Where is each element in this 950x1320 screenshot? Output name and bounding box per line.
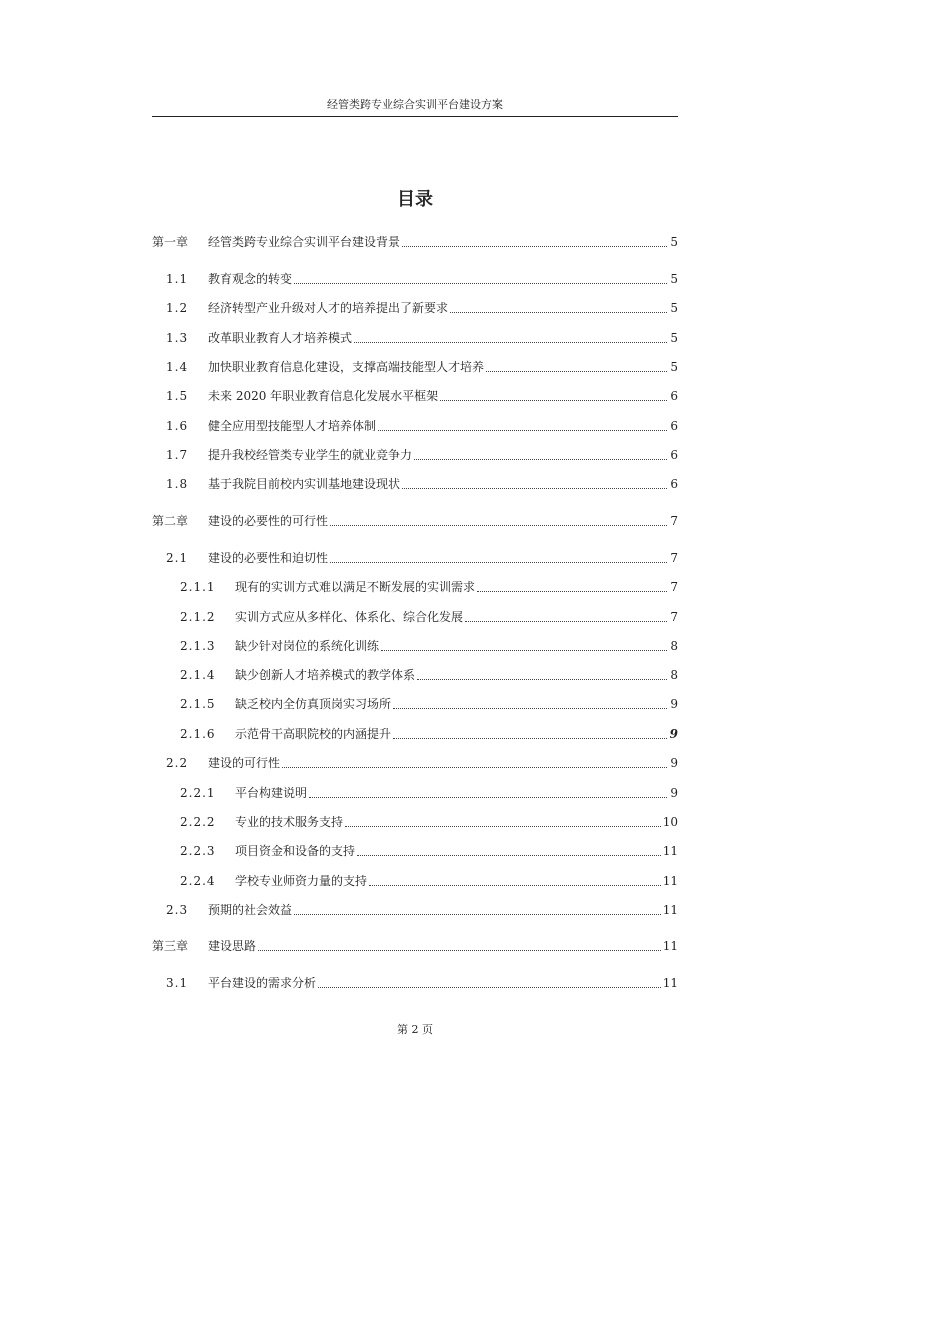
toc-section-entry[interactable]: [166, 548, 678, 568]
toc-chapter-entry[interactable]: [152, 232, 678, 252]
toc-entry-number: 2.2.3: [180, 844, 216, 858]
page-number: 第 2 页: [397, 1023, 433, 1036]
toc-dot-leader: [345, 825, 661, 827]
toc-entry-page: 11: [662, 976, 678, 990]
toc-entry-number: 1.6: [166, 419, 189, 433]
toc-entry-title: 平台建设的需求分析: [208, 976, 317, 990]
toc-entry-title: 预期的社会效益: [208, 903, 293, 917]
toc-section-entry[interactable]: [166, 445, 678, 465]
toc-entry-title: 专业的技术服务支持: [235, 815, 344, 829]
toc-dot-leader: [282, 766, 667, 768]
toc-dot-leader: [477, 590, 667, 592]
toc-entry-number: 2.1.3: [180, 639, 216, 653]
toc-section-entry[interactable]: [166, 753, 678, 773]
toc-dot-leader: [309, 796, 667, 798]
toc-dot-leader: [393, 707, 667, 709]
toc-entry-number: 1.1: [166, 272, 189, 286]
toc-dot-leader: [402, 245, 667, 247]
toc-entry-page: 5: [670, 235, 678, 249]
toc-entry-page: 9: [669, 727, 678, 741]
toc-section-entry[interactable]: [180, 577, 678, 597]
toc-entry-number: 2.2: [166, 756, 189, 770]
toc-section-entry[interactable]: [180, 694, 678, 714]
toc-dot-leader: [450, 311, 667, 313]
toc-entry-number: 2.1.4: [180, 668, 216, 682]
toc-dot-leader: [378, 429, 667, 431]
toc-section-entry[interactable]: [180, 665, 678, 685]
toc-entry-title: 学校专业师资力量的支持: [235, 874, 368, 888]
toc-chapter-entry[interactable]: [152, 511, 678, 531]
running-header: 经管类跨专业综合实训平台建设方案: [152, 96, 678, 117]
toc-entry-page: 9: [670, 786, 678, 800]
toc-dot-leader: [369, 884, 661, 886]
toc-entry-title: 缺少创新人才培养模式的教学体系: [235, 668, 416, 682]
toc-entry-title: 基于我院目前校内实训基地建设现状: [208, 477, 401, 491]
toc-entry-number: 1.2: [166, 301, 189, 315]
toc-dot-leader: [294, 282, 667, 284]
toc-entry-title: 教育观念的转变: [208, 272, 293, 286]
toc-entry-title: 健全应用型技能型人才培养体制: [208, 419, 377, 433]
toc-entry-number: 1.5: [166, 389, 189, 403]
toc-entry-title: 经管类跨专业综合实训平台建设背景: [208, 235, 401, 249]
toc-dot-leader: [393, 737, 667, 739]
toc-title: 目录: [397, 189, 433, 210]
toc-entry-title: 建设的必要性和迫切性: [208, 551, 329, 565]
toc-entry-title: 缺乏校内全仿真顶岗实习场所: [235, 697, 392, 711]
toc-entry-title: 项目资金和设备的支持: [235, 844, 356, 858]
toc-dot-leader: [330, 561, 667, 563]
toc-entry-page: 11: [662, 903, 678, 917]
toc-entry-title: 建设的可行性: [208, 756, 281, 770]
toc-entry-page: 7: [670, 580, 678, 594]
toc-entry-title: 加快职业教育信息化建设，支撑高端技能型人才培养: [208, 360, 485, 374]
toc-section-entry[interactable]: [166, 298, 678, 318]
toc-section-entry[interactable]: [166, 474, 678, 494]
toc-dot-leader: [258, 949, 661, 951]
toc-section-entry[interactable]: [166, 357, 678, 377]
toc-entry-page: 7: [670, 610, 678, 624]
toc-dot-leader: [354, 341, 667, 343]
toc-dot-leader: [465, 620, 667, 622]
toc-section-entry[interactable]: [180, 812, 678, 832]
toc-section-entry[interactable]: [180, 607, 678, 627]
toc-section-entry[interactable]: [166, 386, 678, 406]
toc-entry-number: 2.1.2: [180, 610, 216, 624]
toc-entry-page: 11: [662, 874, 678, 888]
toc-dot-leader: [357, 854, 661, 856]
toc-entry-title: 经济转型产业升级对人才的培养提出了新要求: [208, 301, 449, 315]
toc-entry-title: 未来 2020 年职业教育信息化发展水平框架: [208, 389, 439, 403]
toc-entry-page: 5: [670, 301, 678, 315]
toc-section-entry[interactable]: [180, 783, 678, 803]
toc-dot-leader: [318, 986, 661, 988]
toc-entry-number: 1.4: [166, 360, 189, 374]
toc-entry-number: 1.7: [166, 448, 189, 462]
toc-section-entry[interactable]: [166, 900, 678, 920]
toc-entry-page: 7: [670, 551, 678, 565]
toc-entry-page: 6: [670, 389, 678, 403]
toc-section-entry[interactable]: [166, 328, 678, 348]
toc-entry-title: 实训方式应从多样化、体系化、综合化发展: [235, 610, 464, 624]
toc-entry-title: 建设的必要性的可行性: [208, 514, 329, 528]
toc-entry-number: 第二章: [152, 514, 189, 528]
toc-entry-page: 8: [670, 668, 678, 682]
toc-entry-page: 5: [670, 272, 678, 286]
toc-dot-leader: [294, 913, 661, 915]
toc-entry-title: 平台构建说明: [235, 786, 308, 800]
toc-entry-page: 8: [670, 639, 678, 653]
toc-dot-leader: [402, 487, 667, 489]
toc-entry-page: 6: [670, 448, 678, 462]
toc-entry-page: 6: [670, 419, 678, 433]
toc-entry-number: 1.8: [166, 477, 189, 491]
toc-entry-number: 第三章: [152, 939, 189, 953]
toc-dot-leader: [417, 678, 667, 680]
toc-entry-number: 2.1.5: [180, 697, 216, 711]
toc-section-entry[interactable]: [180, 871, 678, 891]
toc-entry-page: 5: [670, 360, 678, 374]
toc-entry-number: 第一章: [152, 235, 189, 249]
toc-entry-number: 2.1: [166, 551, 189, 565]
toc-entry-page: 6: [670, 477, 678, 491]
toc-dot-leader: [414, 458, 667, 460]
toc-entry-title: 建设思路: [208, 939, 257, 953]
toc-entry-number: 1.3: [166, 331, 189, 345]
toc-entry-title: 提升我校经管类专业学生的就业竞争力: [208, 448, 413, 462]
toc-entry-number: 2.1.6: [180, 727, 216, 741]
toc-entry-title: 改革职业教育人才培养模式: [208, 331, 353, 345]
toc-entry-number: 2.3: [166, 903, 189, 917]
toc-entry-title: 缺少针对岗位的系统化训练: [235, 639, 380, 653]
toc-section-entry[interactable]: [180, 636, 678, 656]
toc-entry-number: 2.2.2: [180, 815, 216, 829]
toc-dot-leader: [486, 370, 667, 372]
toc-entry-number: 2.1.1: [180, 580, 216, 594]
toc-entry-page: 11: [662, 939, 678, 953]
toc-entry-number: 2.2.4: [180, 874, 216, 888]
toc-entry-page: 5: [670, 331, 678, 345]
toc-entry-page: 11: [662, 844, 678, 858]
toc-entry-page: 10: [662, 815, 678, 829]
toc-section-entry[interactable]: [166, 973, 678, 993]
toc-dot-leader: [440, 399, 667, 401]
toc-dot-leader: [381, 649, 667, 651]
toc-entry-page: 9: [670, 756, 678, 770]
toc-entry-page: 7: [670, 514, 678, 528]
toc-section-entry[interactable]: [180, 724, 678, 744]
toc-entry-number: 2.2.1: [180, 786, 216, 800]
toc-section-entry[interactable]: [166, 416, 678, 436]
toc-section-entry[interactable]: [166, 269, 678, 289]
toc-chapter-entry[interactable]: [152, 936, 678, 956]
toc-dot-leader: [330, 524, 667, 526]
toc-entry-number: 3.1: [166, 976, 189, 990]
toc-entry-title: 示范骨干高职院校的内涵提升: [235, 727, 392, 741]
toc-section-entry[interactable]: [180, 841, 678, 861]
toc-entry-page: 9: [670, 697, 678, 711]
toc-entry-title: 现有的实训方式难以满足不断发展的实训需求: [235, 580, 476, 594]
